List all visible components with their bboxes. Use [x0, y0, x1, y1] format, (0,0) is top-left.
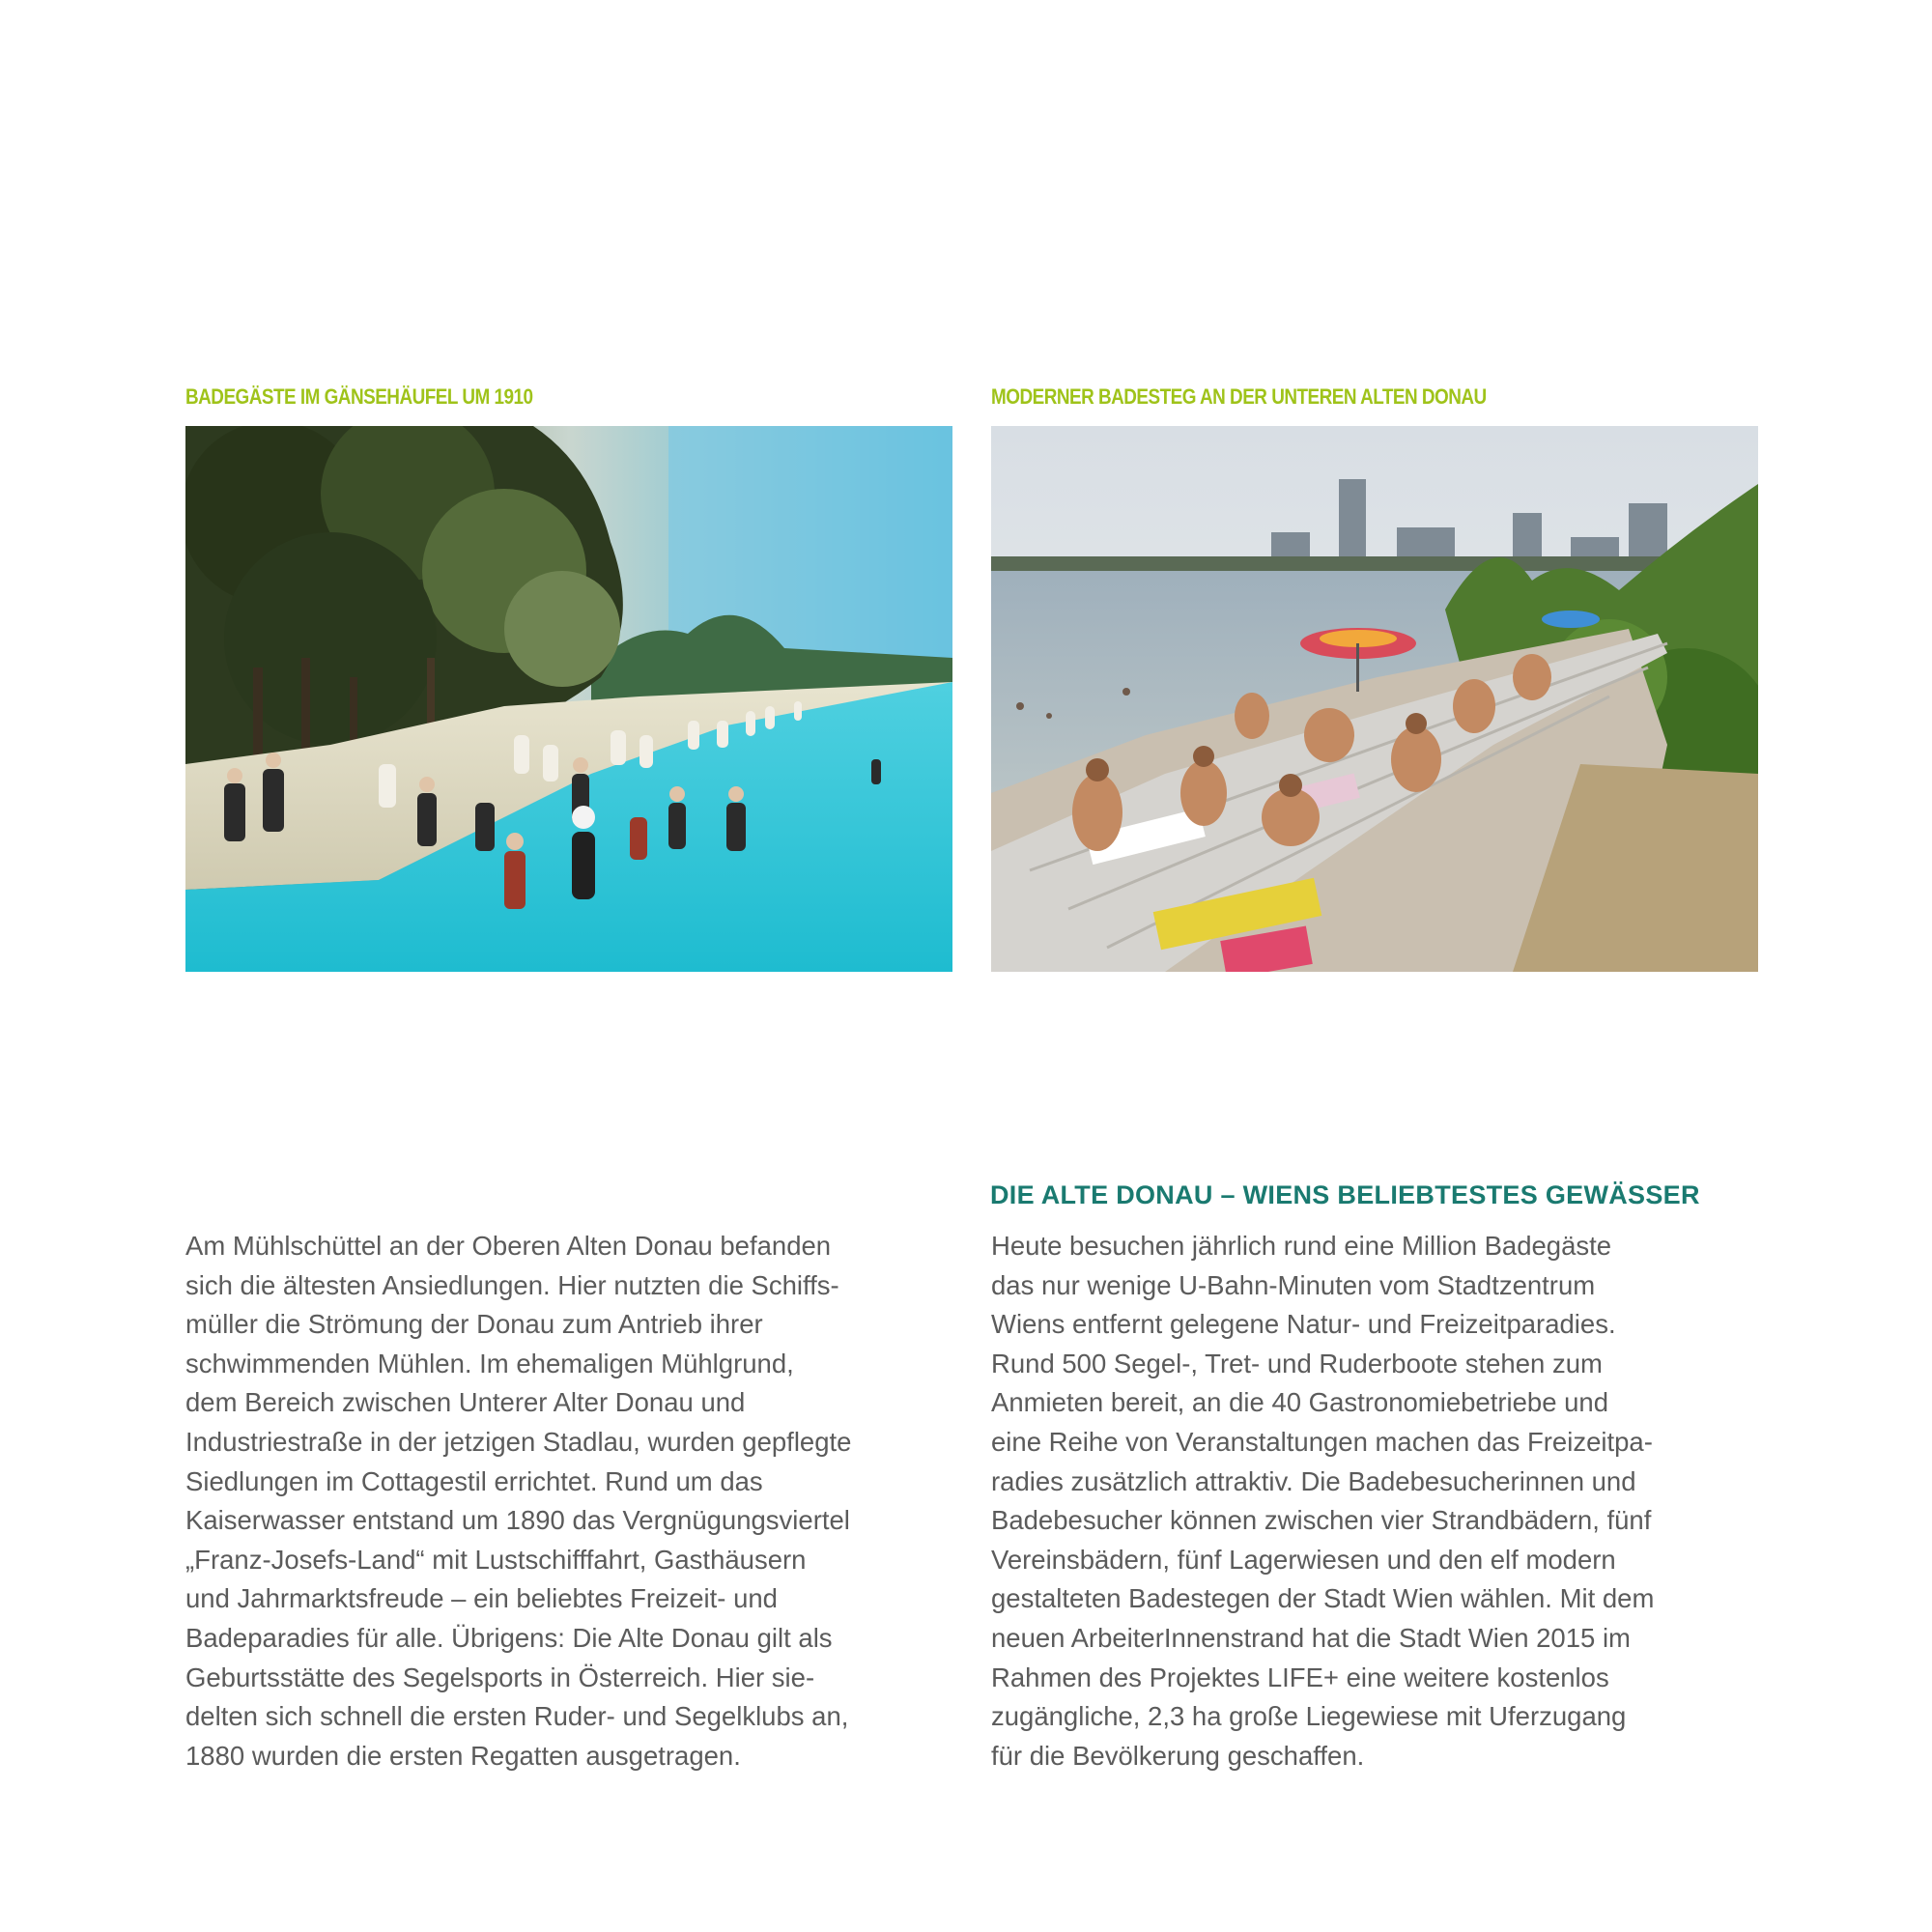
- text-line: schwimmenden Mühlen. Im ehemaligen Mühlgrund,: [185, 1348, 794, 1378]
- text-line: Industriestraße in der jetzigen Stadlau, wurden gepflegte: [185, 1426, 852, 1457]
- text-line: Geburtsstätte des Segelsports in Österreich. Hier sie-: [185, 1662, 815, 1692]
- left-photo-caption: BADEGÄSTE IM GÄNSEHÄUFEL UM 1910: [185, 384, 533, 409]
- text-line: sich die ältesten Ansiedlungen. Hier nutzten die Schiffs-: [185, 1269, 839, 1300]
- right-body-text: [991, 1227, 1774, 1776]
- text-line: radies zusätzlich attraktiv. Die Badebesucherinnen und: [991, 1465, 1636, 1496]
- text-line: für die Bevölkerung geschaffen.: [991, 1740, 1365, 1771]
- text-line: 1880 wurden die ersten Regatten ausgetragen.: [185, 1740, 741, 1771]
- text-line: Siedlungen im Cottagestil errichtet. Rund um das: [185, 1465, 763, 1496]
- text-line: Rund 500 Segel-, Tret- und Ruderboote stehen zum: [991, 1348, 1603, 1378]
- text-line: und Jahrmarktsfreude – ein beliebtes Freizeit- und: [185, 1583, 778, 1614]
- text-line: Rahmen des Projektes LIFE+ eine weitere kostenlos: [991, 1662, 1609, 1692]
- modern-bathing-jetty-photo: [991, 426, 1758, 972]
- section-heading: DIE ALTE DONAU – WIENS BELIEBTESTES GEWÄSSER: [990, 1180, 1700, 1209]
- text-line: neuen ArbeiterInnenstrand hat die Stadt Wien 2015 im: [991, 1622, 1631, 1653]
- text-line: zugängliche, 2,3 ha große Liegewiese mit Uferzugang: [991, 1701, 1627, 1732]
- text-line: dem Bereich zwischen Unterer Alter Donau und: [185, 1387, 746, 1418]
- text-line: eine Reihe von Veranstaltungen machen das Freizeitpa-: [991, 1426, 1653, 1457]
- text-line: gestalteten Badestegen der Stadt Wien wählen. Mit dem: [991, 1583, 1655, 1614]
- text-line: Wiens entfernt gelegene Natur- und Freizeitparadies.: [991, 1309, 1616, 1340]
- historic-bathers-photo: [185, 426, 952, 972]
- text-line: Badebesucher können zwischen vier Strandbädern, fünf: [991, 1505, 1652, 1536]
- text-line: Anmieten bereit, an die 40 Gastronomiebetriebe und: [991, 1387, 1609, 1418]
- left-body-text: [185, 1227, 968, 1776]
- text-line: Kaiserwasser entstand um 1890 das Vergnügungsviertel: [185, 1505, 850, 1536]
- text-line: Heute besuchen jährlich rund eine Million Badegäste: [991, 1231, 1612, 1261]
- text-line: Am Mühlschüttel an der Oberen Alten Donau befanden: [185, 1231, 832, 1261]
- text-line: Vereinsbädern, fünf Lagerwiesen und den elf modern: [991, 1544, 1616, 1575]
- text-line: das nur wenige U-Bahn-Minuten vom Stadtzentrum: [991, 1269, 1596, 1300]
- text-line: Badeparadies für alle. Übrigens: Die Alte Donau gilt als: [185, 1622, 833, 1653]
- text-line: delten sich schnell die ersten Ruder- und Segelklubs an,: [185, 1701, 849, 1732]
- text-line: „Franz-Josefs-Land“ mit Lustschifffahrt, Gasthäusern: [185, 1544, 807, 1575]
- text-line: müller die Strömung der Donau zum Antrieb ihrer: [185, 1309, 763, 1340]
- right-photo-caption: MODERNER BADESTEG AN DER UNTEREN ALTEN DONAU: [991, 384, 1487, 409]
